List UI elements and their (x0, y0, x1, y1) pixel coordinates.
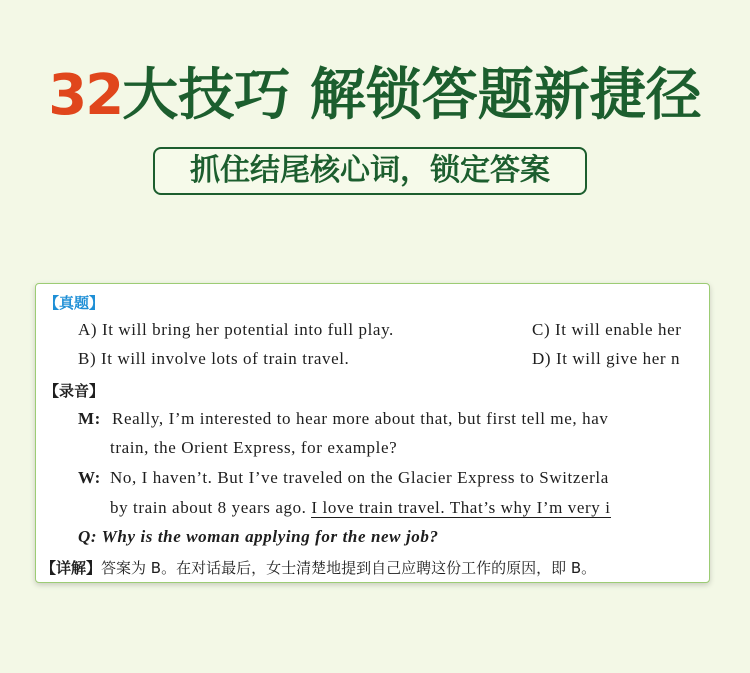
headline-text: 大技巧 解锁答题新捷径 (122, 63, 702, 128)
subtitle-pill (153, 147, 587, 195)
real-question-tag: 【真题】 (44, 294, 105, 312)
question-line: Q: Why is the woman applying for the new job? (78, 527, 439, 546)
w-line-2-plain: by train about 8 years ago. (110, 498, 312, 517)
subtitle-text: 抓住结尾核心词，锁定答案 (190, 153, 550, 188)
headline (0, 58, 750, 134)
explanation-line (41, 557, 596, 578)
w-line-2-underlined: I love train travel. That’s why I’m very i (311, 498, 611, 517)
explanation-text: 答案为 B。在对话最后，女士清楚地提到自己应聘这份工作的原因，即 B。 (101, 559, 597, 577)
headline-number: 32 (48, 63, 123, 128)
speaker-w: W: (78, 468, 101, 487)
m-line-2: train, the Orient Express, for example? (110, 438, 398, 457)
m-line-1: Really, I’m interested to hear more about that, but first tell me, hav (112, 409, 609, 428)
explanation-tag: 【详解】 (41, 559, 102, 577)
option-c: C) It will enable her (532, 320, 682, 339)
option-a: A) It will bring her potential into full play. (78, 320, 394, 339)
w-line-2 (110, 498, 611, 518)
option-d: D) It will give her n (532, 349, 681, 368)
recording-tag: 【录音】 (44, 382, 105, 400)
w-line-1: No, I haven’t. But I’ve traveled on the Glacier Express to Switzerla (110, 468, 609, 487)
option-b: B) It will involve lots of train travel. (78, 349, 350, 368)
speaker-m: M: (78, 409, 101, 428)
example-card (35, 283, 710, 583)
